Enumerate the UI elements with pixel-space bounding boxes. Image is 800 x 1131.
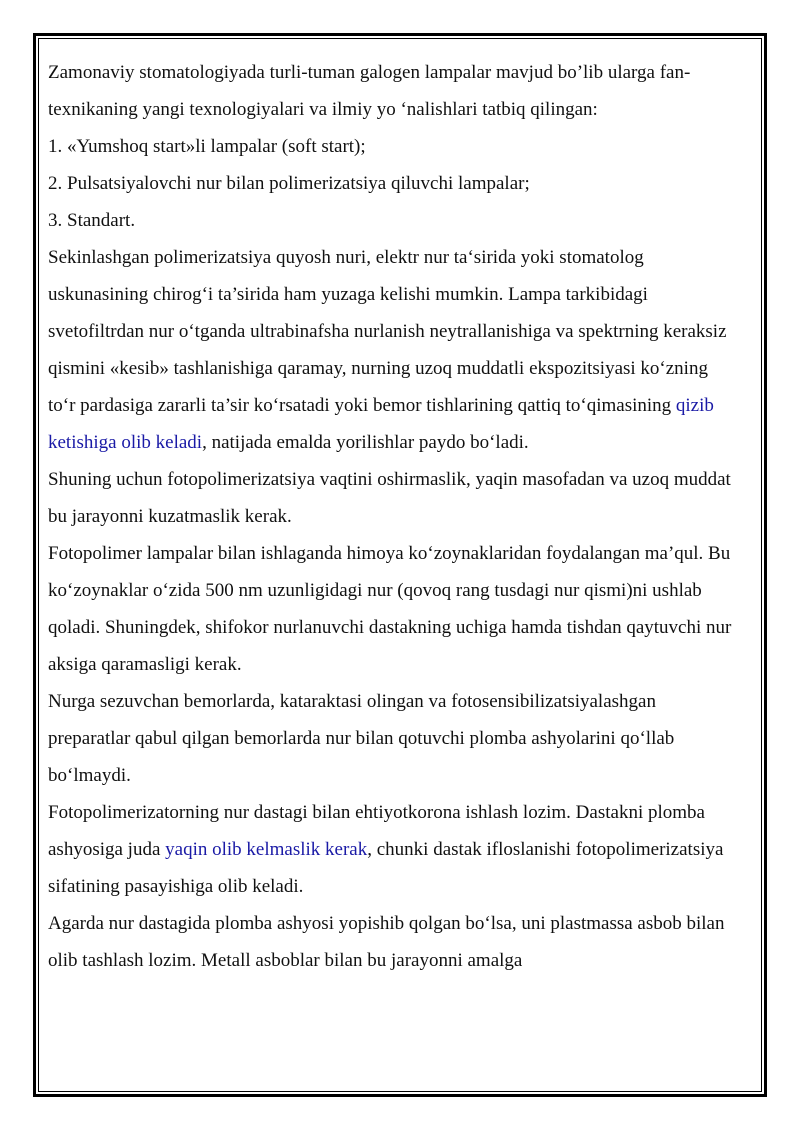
paragraph-protective-glasses: Fotopolimer lampalar bilan ishlaganda himoya ko‘zoynaklaridan foydalangan ma’qul. Bu ko‘zoynaklar o‘zida 500 nm uzunligidagi nur (qovoq rang tusdagi nur qismi)ni ushlab qoladi. Shuningdek, shifokor nurlanuvchi dastakning uchiga hamda tishdan qaytuvchi nur aksiga qaramasligi kerak. [48,543,732,675]
paragraph-text: , chunki dastak ifloslanishi fotopolimerizatsiya sifatining pasayishiga olib keladi. [48,839,724,897]
list-item-soft-start: 1. «Yumshoq start»li lampalar (soft start); [48,136,366,157]
paragraph-light-guide [48,794,738,905]
link-overheating[interactable]: qizib ketishiga olib keladi [48,395,714,453]
list-item-standard: 3. Standart. [48,210,136,231]
paragraph-text: , natijada emalda yorilishlar paydo bo‘ladi. [202,432,529,453]
paragraph-slow-polymerization [48,239,738,461]
list-item-pulsating: 2. Pulsatsiyalovchi nur bilan polimerizatsiya qiluvchi lampalar; [48,173,530,194]
document-body [48,54,738,979]
paragraph-intro: Zamonaviy stomatologiyada turli-tuman galogen lampalar mavjud bo’lib ularga fan-texnikaning yangi texnologiyalari va ilmiy yo ‘nalishlari tatbiq qilingan: [48,62,691,120]
paragraph-cleaning: Agarda nur dastagida plomba ashyosi yopishib qolgan bo‘lsa, uni plastmassa asbob bilan olib tashlash lozim. Metall asboblar bilan bu jarayonni amalga [48,913,725,971]
paragraph-text: Sekinlashgan polimerizatsiya quyosh nuri, elektr nur ta‘sirida yoki stomatolog uskunasining chirog‘i ta’sirida ham yuzaga kelishi mumkin. Lampa tarkibidagi svetofiltrdan nur o‘tganda ultrabinafsha nurlanish neytrallanishiga va spektrning keraksiz qismini «kesib» tashlanishiga qaramay, nurning uzoq muddatli ekspozitsiyasi ko‘zning to‘r pardasiga zararli ta’sir ko‘rsatadi yoki bemor tishlarining qattiq to‘qimasining [48,247,727,416]
paragraph-text: Fotopolimerizatorning nur dastagi bilan ehtiyotkorona ishlash lozim. Dastakni plomba ashyosiga juda [48,802,705,860]
paragraph-exposure-warning: Shuning uchun fotopolimerizatsiya vaqtini oshirmaslik, yaqin masofadan va uzoq muddat bu jarayonni kuzatmaslik kerak. [48,469,731,527]
paragraph-sensitive-patients: Nurga sezuvchan bemorlarda, kataraktasi olingan va fotosensibilizatsiyalashgan preparatlar qabul qilgan bemorlarda nur bilan qotuvchi plomba ashyolarini qo‘llab bo‘lmaydi. [48,691,675,786]
link-keep-distance[interactable]: yaqin olib kelmaslik kerak [165,839,368,860]
